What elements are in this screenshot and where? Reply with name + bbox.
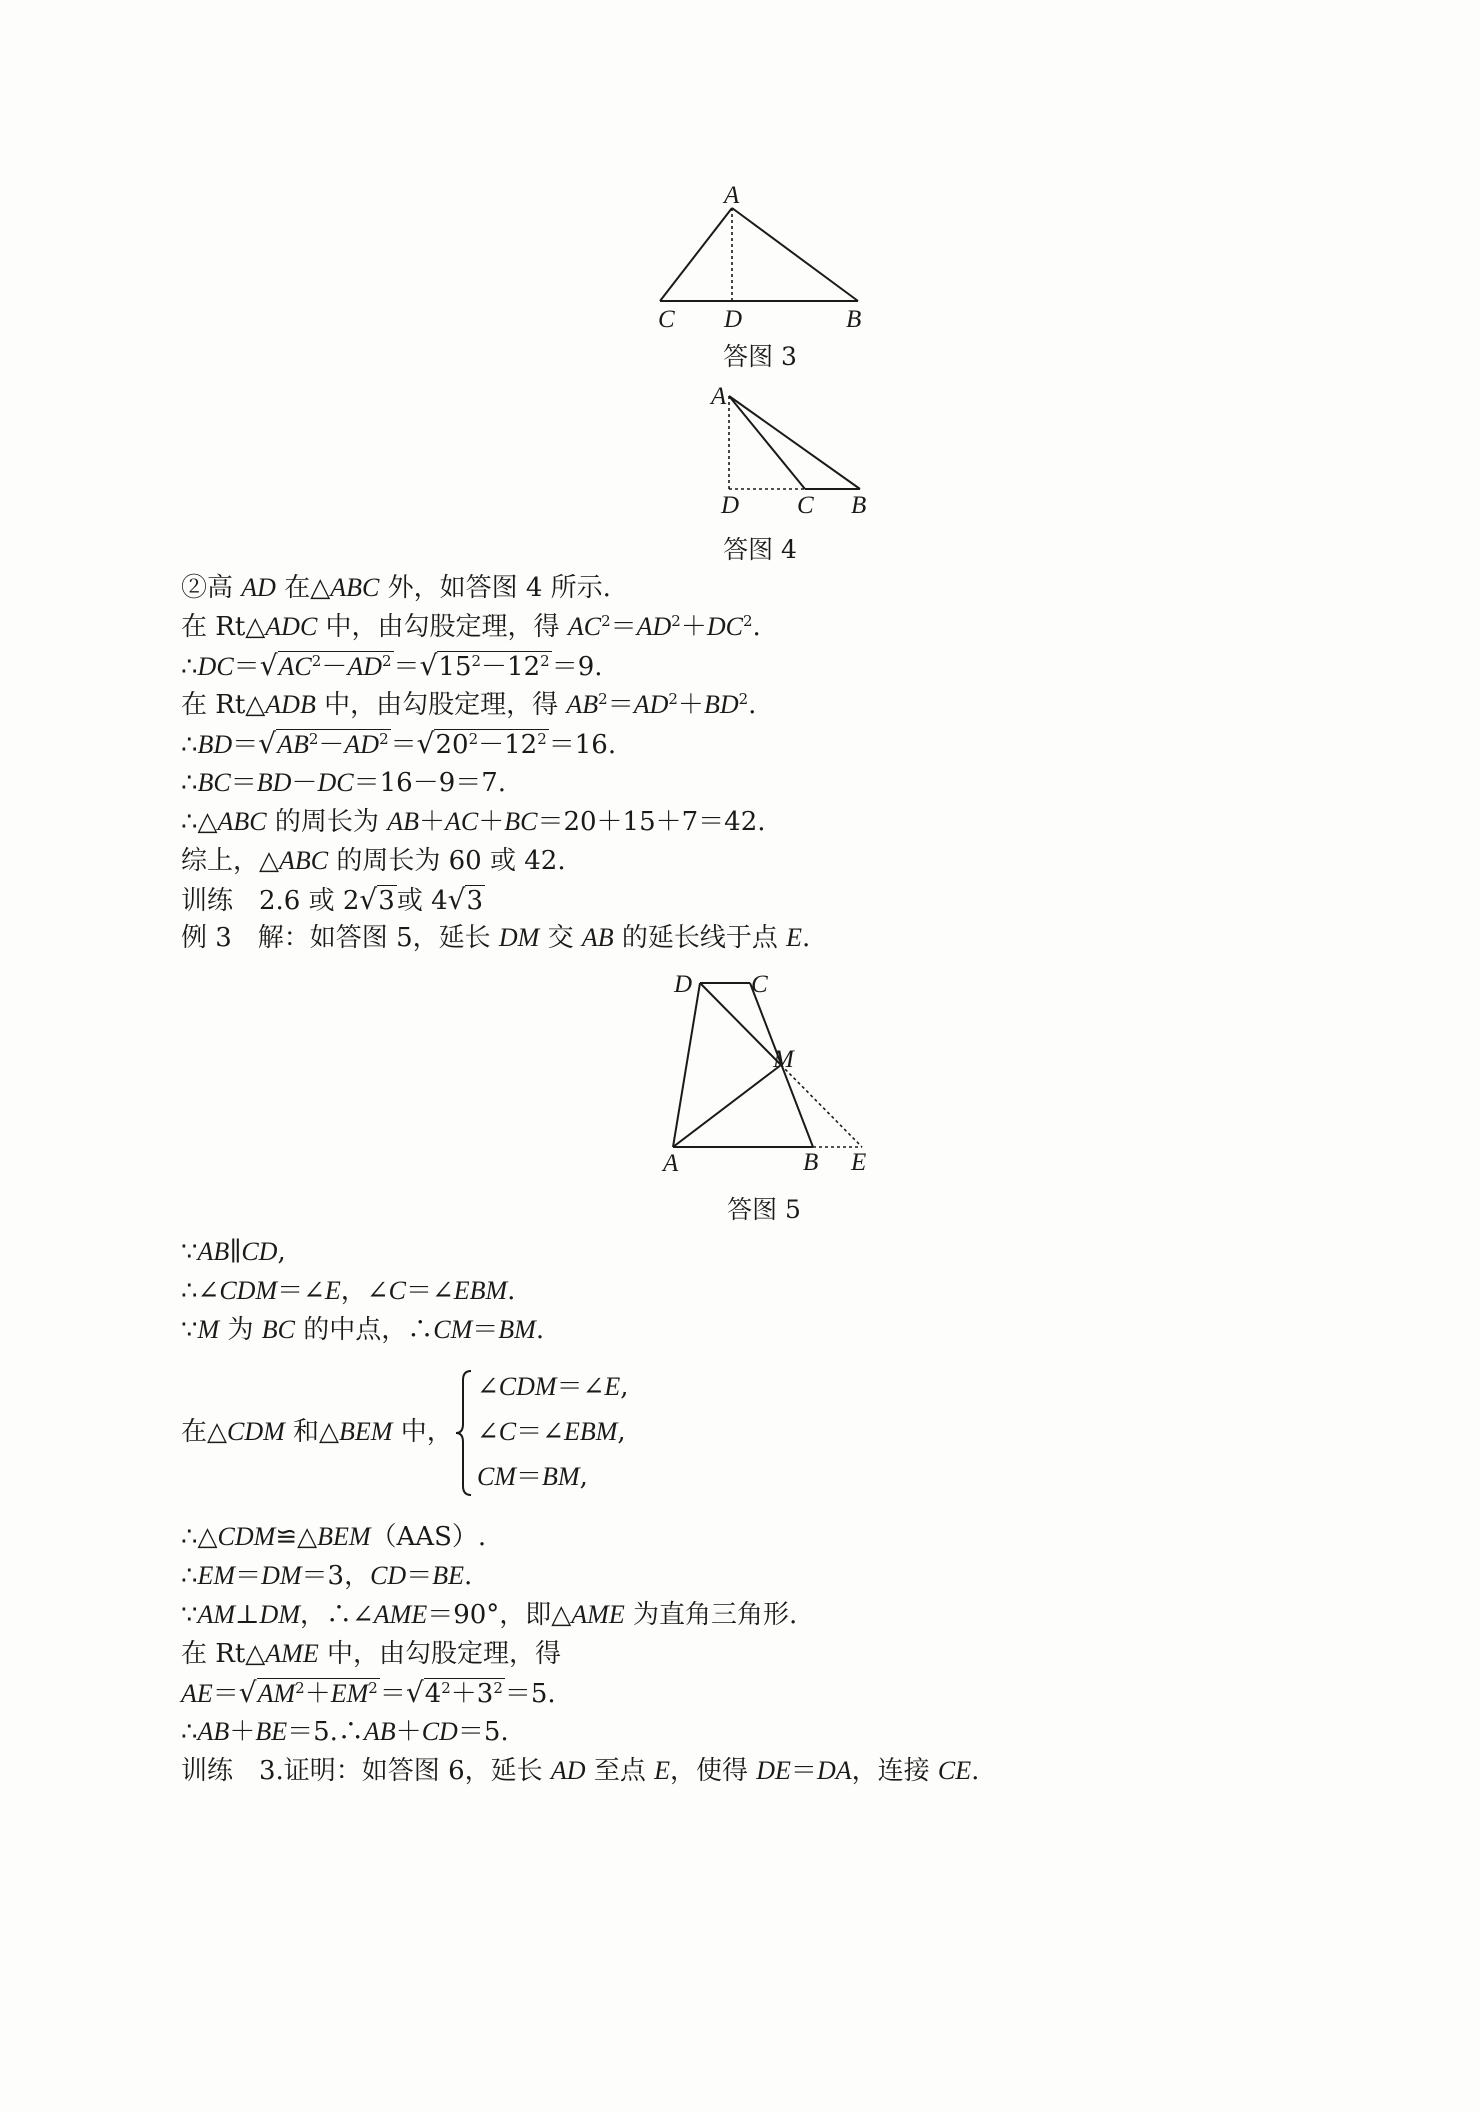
fig5-extension-me — [781, 1065, 862, 1147]
text-line-13: ∵M 为 BC 的中点，∴CM＝BM. — [181, 1315, 545, 1345]
fig5-label-a: A — [663, 1150, 679, 1177]
fig4-label-a: A — [711, 383, 727, 410]
text-line-2: 在 Rt△ADC 中，由勾股定理，得 $AC^2=AD^2+DC^2$. — [181, 612, 761, 642]
condition-1: ∠CDM＝∠E, — [477, 1372, 629, 1402]
fig4-label-c: C — [797, 492, 814, 519]
congruence-lead: 在△CDM 和△BEM 中， — [181, 1417, 453, 1447]
text-line-8: 综上，△ABC 的周长为 60 或 42. — [181, 846, 566, 876]
fig3-label-d: D — [724, 306, 743, 333]
fig5-label-d: D — [674, 971, 693, 998]
fig5-label-c: C — [751, 971, 768, 998]
figure-4-diagram — [705, 380, 885, 520]
text-line-5: $\therefore BD=√AB^2-AD^2=√20^2-12^2=16$. — [181, 727, 617, 760]
text-line-6: ∴BC＝BD－DC＝16－9＝7. — [181, 768, 507, 798]
fig4-label-b: B — [851, 492, 867, 519]
figure-5-caption: 答图 5 — [727, 1195, 801, 1224]
fig3-label-c: C — [658, 306, 675, 333]
figure-5-diagram — [655, 965, 895, 1185]
fig5-segment-dm — [700, 983, 781, 1065]
text-line-9: 训练 2.6 或 2√3或 4√3 — [181, 883, 484, 916]
fig3-segment-ab — [732, 208, 858, 301]
fig5-segment-da — [673, 983, 700, 1147]
text-line-3: $\therefore DC=√AC^2-AD^2=√15^2-12^2=9$. — [181, 649, 603, 682]
text-line-20: 训练 3.证明：如答图 6，延长 AD 至点 E，使得 DE＝DA，连接 CE. — [181, 1756, 980, 1786]
text-line-4: 在 Rt△ADB 中，由勾股定理，得 $AB^2=AD^2+BD^2$. — [181, 690, 757, 720]
text-line-7: ∴△ABC 的周长为 AB＋AC＋BC＝20＋15＋7＝42. — [181, 807, 766, 837]
fig4-label-d: D — [721, 492, 740, 519]
fig5-segment-am — [673, 1065, 781, 1147]
text-line-11: ∵AB∥CD, — [181, 1237, 286, 1267]
condition-2: ∠C＝∠EBM, — [477, 1417, 626, 1447]
text-line-16: ∵AM⊥DM，∴∠AME＝90°，即△AME 为直角三角形. — [181, 1600, 798, 1630]
fig5-label-m: M — [773, 1046, 794, 1073]
figure-3-diagram — [640, 180, 880, 335]
condition-3: CM＝BM, — [477, 1462, 588, 1492]
text-line-19: ∴AB＋BE＝5.∴AB＋CD＝5. — [181, 1717, 509, 1747]
fig3-segment-ca — [660, 208, 732, 301]
text-line-17: 在 Rt△AME 中，由勾股定理，得 — [181, 1639, 561, 1669]
fig5-label-b: B — [803, 1149, 819, 1176]
figure-4-caption: 答图 4 — [723, 535, 797, 564]
text-line-18: $AE=√AM^2+EM^2=√4^2+3^2=5$. — [181, 1676, 556, 1709]
text-line-15: ∴EM＝DM＝3，CD＝BE. — [181, 1561, 473, 1591]
text-line-10: 例 3 解：如答图 5，延长 DM 交 AB 的延长线于点 E. — [181, 923, 811, 953]
fig5-label-e: E — [851, 1149, 867, 1176]
fig3-label-b: B — [846, 306, 862, 333]
figure-3-caption: 答图 3 — [723, 342, 797, 371]
text-line-14: ∴△CDM≌△BEM（AAS）. — [181, 1522, 487, 1552]
fig3-label-a: A — [724, 182, 740, 209]
left-brace — [453, 1368, 475, 1498]
text-line-12: ∴∠CDM＝∠E，∠C＝∠EBM. — [181, 1276, 516, 1306]
text-line-1: ②高 AD 在△ABC 外，如答图 4 所示. — [181, 573, 611, 603]
